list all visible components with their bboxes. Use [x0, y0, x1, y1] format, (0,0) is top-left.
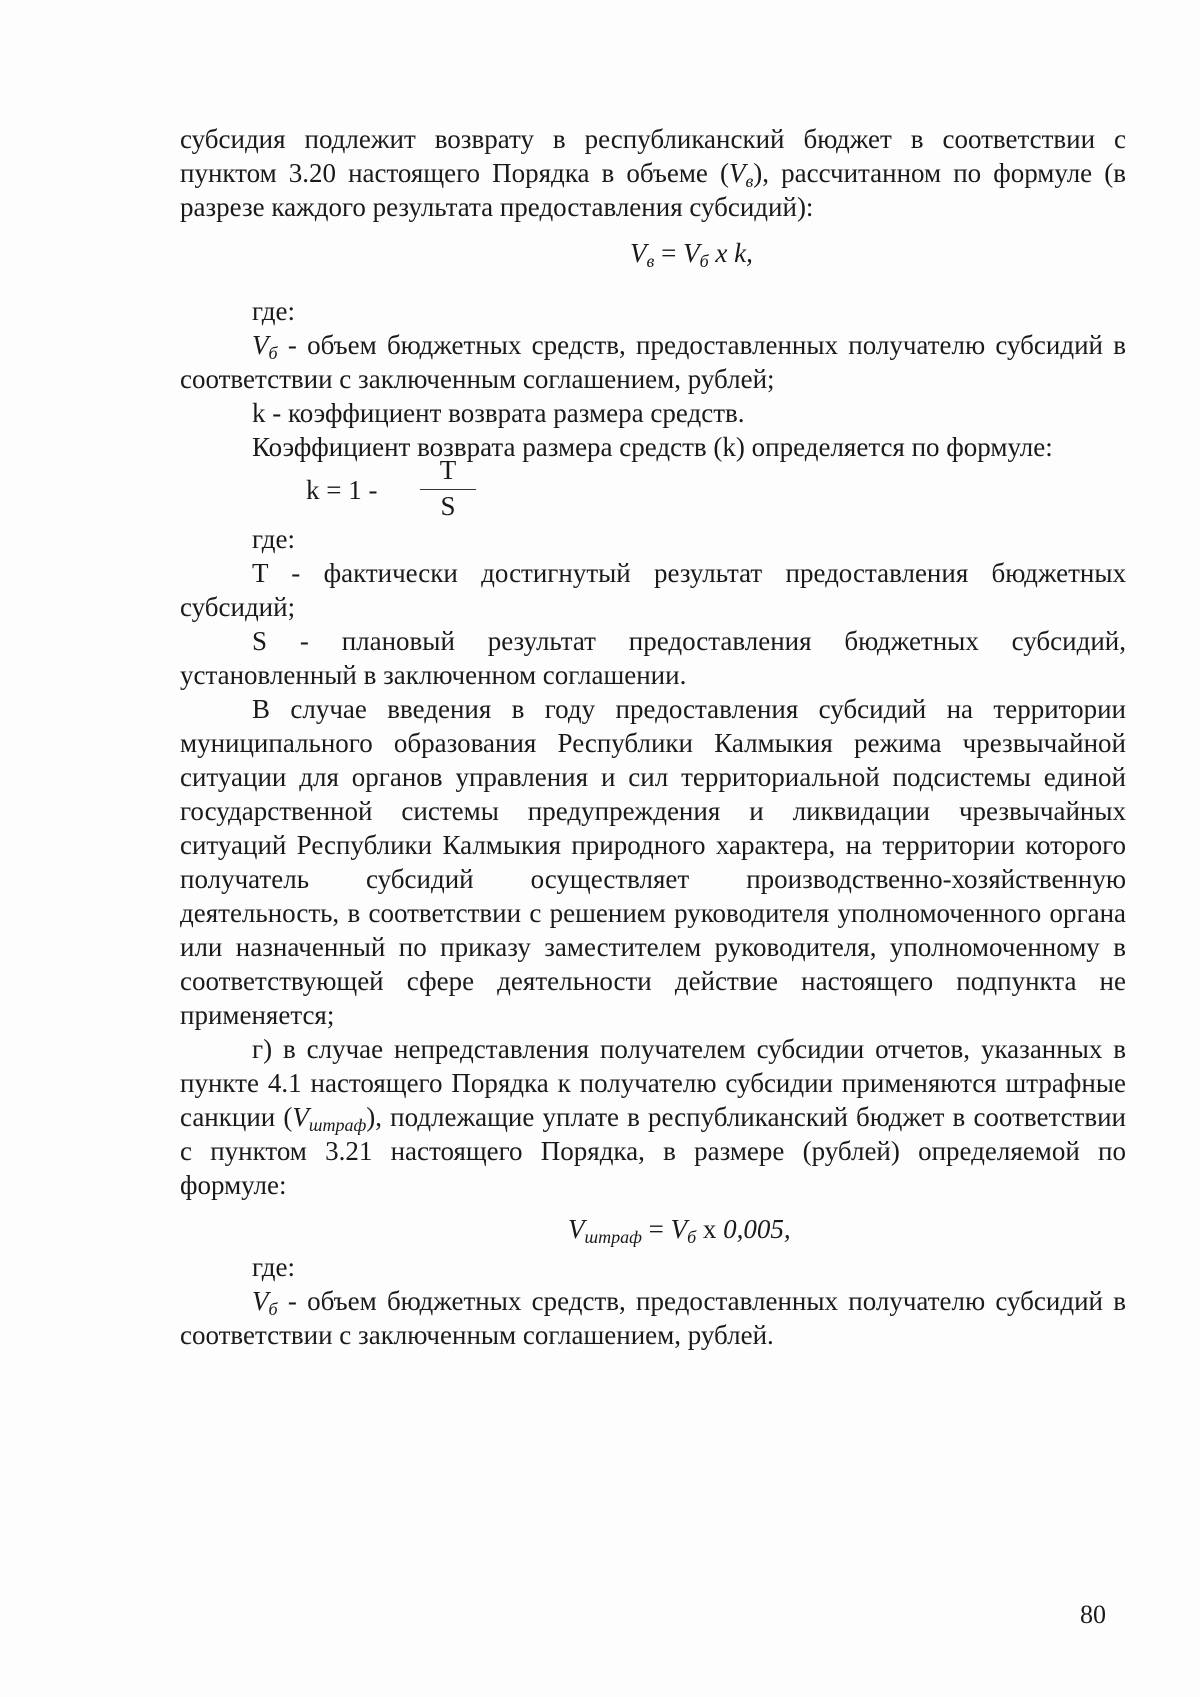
formula-penalty: $V_{штраф} = V_б$ x 0,005, [568, 1214, 791, 1247]
formula-coefficient-k [306, 455, 486, 523]
intro-text: субсидия подлежит возврату в республиканский бюджет в соответствии с пунктом 3.20 настоящего Порядка в объеме $(V_в)$, рассчитанном по формуле (в разрезе каждого результата предоставления субсидий): [180, 124, 1126, 222]
fraction-bar [420, 489, 476, 490]
definition-vb-2: $V_б$ - объем бюджетных средств, предоставленных получателю субсидий в соответствии с заключенным соглашением, рублей. [180, 1286, 1126, 1350]
k-formula-intro: Коэффициент возврата размера средств (k) определяется по формуле: [252, 432, 1053, 462]
var-v-return: $V_в$ [728, 158, 754, 191]
definition-s: S - плановый результат предоставления бюджетных субсидий, установленный в заключенном соглашении. [180, 626, 1126, 690]
where-label-2: где: [252, 524, 295, 554]
formula-k-numerator: T [439, 455, 457, 485]
definitions-block-3 [180, 1250, 1126, 1352]
definition-vb: $V_б$ - объем бюджетных средств, предоставленных получателю субсидий в соответствии с заключенным соглашением, рублей; [180, 330, 1126, 394]
page-number: 80 [1080, 1600, 1106, 1629]
item-g-paragraph: г) в случае непредставления получателем субсидии отчетов, указанных в пункте 4.1 настоящего Порядка к получателю субсидии применяются штрафные санкции $(V_{штраф})$, подлежащие уплате в республиканский бюджет в соответствии с пунктом 3.21 настоящего Порядка, в размере (рублей) определяемой по формуле: [180, 1034, 1126, 1200]
where-label-3: где: [252, 1252, 295, 1282]
formula-k-denominator: S [440, 491, 456, 521]
formula-return-volume: $V_в = V_б$ x k, [630, 238, 753, 271]
where-label-1: где: [252, 296, 295, 326]
definition-t: T - фактически достигнутый результат предоставления бюджетных субсидий; [180, 558, 1126, 622]
definition-k: k - коэффициент возврата размера средств. [252, 398, 745, 428]
emergency-paragraph: В случае введения в году предоставления субсидий на территории муниципального образования Республики Калмыкия режима чрезвычайной ситуации для органов управления и сил территориальной подсистемы единой государственной системы предупреждения и ликвидации чрезвычайных ситуаций Республики Калмыкия природного характера, на территории которого получатель субсидий осуществляет производственно-хозяйственную деятельность, в соответствии с решением руководителя уполномоченного органа или назначенный по приказу заместителем руководителя, уполномоченному в соответствующей сфере деятельности действие настоящего подпункта не применяется; [180, 694, 1126, 1030]
definitions-block-1 [180, 294, 1126, 464]
formula-k-left: k = 1 - [306, 475, 378, 505]
intro-paragraph [180, 122, 1126, 224]
definitions-block-2 [180, 522, 1126, 1202]
